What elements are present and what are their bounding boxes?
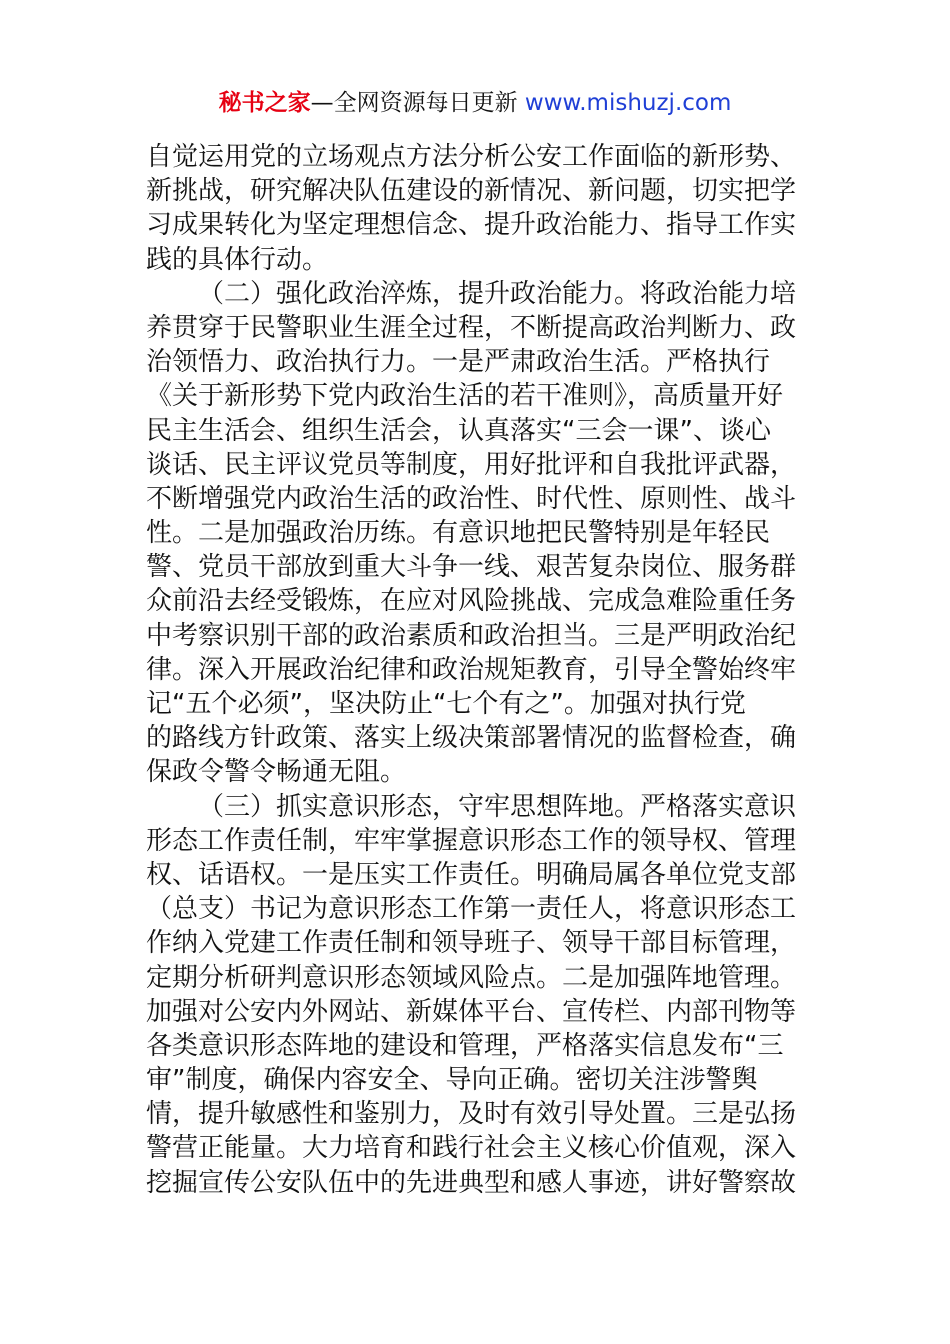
brand-name: 秘书之家 [218,90,311,116]
text-line: 民主生活会、组织生活会，认真落实“三会一课”、谈心 [146,415,771,446]
text-line: 中考察识别干部的政治素质和政治担当。三是严明政治纪 [146,620,797,651]
text-line: 形态工作责任制，牢牢掌握意识形态工作的领导权、管理 [146,825,797,856]
text-line: 挖掘宣传公安队伍中的先进典型和感人事迹，讲好警察故 [146,1167,797,1198]
text-line: 记“五个必须”，坚决防止“七个有之”。加强对执行党 [146,689,746,719]
text-line: （二）强化政治淬炼，提升政治能力。将政治能力培 [198,278,797,309]
text-line: 习成果转化为坚定理想信念、提升政治能力、指导工作实 [146,210,797,241]
text-line: （三）抓实意识形态，守牢思想阵地。严格落实意识 [198,791,797,822]
text-line: 的路线方针政策、落实上级决策部署情况的监督检查，确 [146,723,797,754]
text-line: 警营正能量。大力培育和践行社会主义核心价值观，深入 [146,1133,797,1164]
text-line: 治领悟力、政治执行力。一是严肃政治生活。严格执行 [146,347,771,378]
text-line: 《关于新形势下党内政治生活的若干准则》，高质量开好 [146,381,784,412]
text-line: 作纳入党建工作责任制和领导班子、领导干部目标管理， [146,928,797,959]
text-line: （总支）书记为意识形态工作第一责任人，将意识形态工 [146,894,797,925]
text-line: 权、话语权。一是压实工作责任。明确局属各单位党支部 [146,859,797,890]
text-line: 律。深入开展政治纪律和政治规矩教育，引导全警始终牢 [146,654,797,685]
text-line: 警、党员干部放到重大斗争一线、艰苦复杂岗位、服务群 [146,552,797,583]
text-line: 新挑战，研究解决队伍建设的新情况、新问题，切实把学 [146,176,797,207]
text-line: 自觉运用党的立场观点方法分析公安工作面临的新形势、 [146,142,797,172]
text-line: 加强对公安内外网站、新媒体平台、宣传栏、内部刊物等 [146,996,797,1027]
text-line: 定期分析研判意识形态领域风险点。二是加强阵地管理。 [146,962,797,993]
document-body [146,140,806,1200]
text-line: 情，提升敏感性和鉴别力，及时有效引导处置。三是弘扬 [146,1099,797,1130]
header-slogan: —全网资源每日更新 [310,90,525,116]
page-header [0,86,950,120]
text-line: 养贯穿于民警职业生涯全过程，不断提高政治判断力、政 [146,312,797,343]
text-line: 保政令警令畅通无阻。 [146,757,407,788]
text-line: 谈话、民主评议党员等制度，用好批评和自我批评武器， [146,449,797,480]
text-line: 众前沿去经受锻炼，在应对风险挑战、完成急难险重任务 [146,586,797,617]
text-line: 各类意识形态阵地的建设和管理，严格落实信息发布“三 [146,1030,784,1061]
text-line: 性。二是加强政治历练。有意识地把民警特别是年轻民 [146,518,771,549]
text-line: 不断增强党内政治生活的政治性、时代性、原则性、战斗 [146,483,797,514]
text-line: 践的具体行动。 [146,244,329,275]
text-line: 审”制度，确保内容安全、导向正确。密切关注涉警舆 [146,1065,758,1096]
website-link[interactable]: www.mishuzj.com [524,90,732,116]
